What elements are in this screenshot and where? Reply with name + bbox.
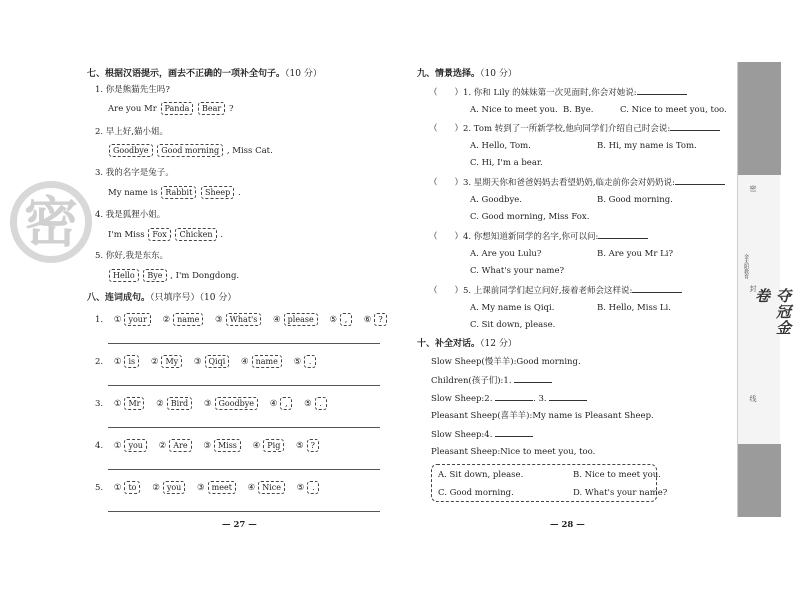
s10-option-a: A. Sit down, please.	[438, 470, 524, 480]
s8-r3-num-5: ⑤	[304, 399, 312, 409]
s8-row-5-num: 5.	[95, 483, 104, 493]
s7-item-4-sentence	[108, 228, 223, 241]
s8-row-1-num: 1.	[95, 315, 104, 325]
s8-r2-word-1: is	[124, 355, 139, 368]
s8-r4-word-2: Are	[169, 439, 191, 452]
s8-r2-num-4: ④	[241, 357, 249, 367]
s8-r1-word-3: What's	[226, 313, 262, 326]
s10-blank-1[interactable]	[514, 374, 552, 383]
s9-q3-text: （ ）3. 星期天你和爸爸妈妈去看望奶奶,临走前你会对奶奶说:	[429, 178, 675, 188]
s8-row-4	[95, 439, 320, 452]
s8-row-1	[95, 313, 388, 326]
s8-r2-word-4: name	[252, 355, 282, 368]
s8-r5-word-5: .	[307, 481, 319, 494]
s10-line-1: Slow Sheep(慢羊羊):Good morning.	[431, 357, 581, 367]
s7-item-3-option-1[interactable]: Rabbit	[161, 186, 196, 199]
section-9-title	[417, 68, 517, 80]
section-8-note: （只填序号）	[150, 293, 200, 303]
s9-q1-text: （ ）1. 你和 Lily 的妹妹第一次见面时,你会对她说:	[429, 88, 637, 98]
brand-logo-text: 夺冠金卷	[753, 288, 792, 336]
s7-item-1-pre: Are you Mr	[108, 104, 157, 114]
s10-line-3-mid: . 3.	[533, 394, 547, 404]
brand-logo-small-text: 金太阳教育	[743, 254, 749, 279]
brand-logo	[743, 250, 792, 350]
s8-r3-word-4: ,	[280, 397, 292, 410]
s7-item-5-option-1[interactable]: Hello	[109, 269, 139, 282]
s8-r1-word-2: name	[173, 313, 203, 326]
s7-item-2-option-2[interactable]: Good morning	[157, 144, 223, 157]
s7-item-4-post: .	[220, 230, 223, 240]
s8-row-4-num: 4.	[95, 441, 104, 451]
s8-r3-num-3: ③	[203, 399, 212, 409]
s10-blank-2[interactable]	[495, 392, 533, 401]
s7-item-2-post: , Miss Cat.	[226, 146, 273, 156]
s8-r3-word-2: Bird	[167, 397, 192, 410]
section-9-score: （10 分）	[480, 69, 517, 79]
s7-item-2-sentence	[108, 144, 273, 157]
s8-r4-num-5: ⑤	[296, 441, 304, 451]
s9-q2-b: B. Hi, my name is Tom.	[597, 141, 697, 151]
s7-item-4-pre: I'm Miss	[108, 230, 145, 240]
s8-row-2-num: 2.	[95, 357, 104, 367]
stamp-character: 密	[24, 191, 78, 254]
s8-r4-word-5: ?	[307, 439, 319, 452]
section-8-title	[87, 292, 236, 304]
s9-q5	[429, 284, 682, 297]
s9-q1-b: B. Bye.	[563, 105, 594, 115]
s8-r5-word-4: Nice	[258, 481, 285, 494]
sidebar-label-2: 封	[749, 285, 757, 292]
s8-r5-num-5: ⑤	[296, 483, 305, 493]
sidebar-top-band	[738, 62, 781, 175]
s10-blank-3[interactable]	[549, 392, 587, 401]
confidential-stamp	[10, 175, 92, 271]
s10-line-2	[431, 374, 552, 387]
s8-row-2-answer-line[interactable]	[108, 385, 380, 386]
s8-r1-num-6: ⑥	[363, 315, 372, 325]
s8-row-3-num: 3.	[95, 399, 104, 409]
s7-item-5-option-2[interactable]: Bye	[143, 269, 166, 282]
s10-line-4: Pleasant Sheep(喜羊羊):My name is Pleasant Sheep.	[431, 411, 654, 421]
s10-line-5-text: Slow Sheep:4.	[431, 430, 493, 440]
s8-r3-num-2: ②	[156, 399, 164, 409]
s8-r1-word-1: your	[124, 313, 150, 326]
s9-q1-c: C. Nice to meet you, too.	[620, 105, 727, 115]
s8-row-5	[95, 481, 320, 494]
s8-r5-num-1: ①	[113, 483, 122, 493]
s9-q2-text: （ ）2. Tom 转到了一所新学校,他向同学们介绍自己时会说:	[429, 124, 671, 134]
s7-item-4-option-1[interactable]: Fox	[148, 228, 170, 241]
page-number-right: — 28 —	[550, 520, 585, 530]
s9-q3-b: B. Good morning.	[597, 195, 673, 205]
sidebar-bottom-band	[738, 444, 781, 517]
s8-r5-num-2: ②	[152, 483, 160, 493]
s9-q3-c: C. Good morning, Miss Fox.	[470, 212, 590, 222]
s10-option-b: B. Nice to meet you.	[573, 470, 661, 480]
s7-item-3-cn: 3. 我的名字是兔子。	[95, 168, 174, 178]
s8-r1-num-3: ③	[215, 315, 223, 325]
s8-r3-word-1: Mr	[124, 397, 144, 410]
s9-q3-blank[interactable]	[675, 176, 725, 185]
s8-r5-word-1: to	[124, 481, 140, 494]
s9-q5-c: C. Sit down, please.	[470, 320, 556, 330]
s9-q3-a: A. Goodbye.	[470, 195, 522, 205]
s8-r1-num-1: ①	[113, 315, 122, 325]
s8-r5-word-2: you	[163, 481, 186, 494]
section-10-title-text: 十、补全对话。	[417, 339, 481, 349]
s8-r4-num-3: ③	[203, 441, 211, 451]
s10-line-2-text: Children(孩子们):1.	[431, 376, 512, 386]
s7-item-2-cn: 2. 早上好,猫小姐。	[95, 127, 169, 137]
s10-line-3	[431, 392, 587, 405]
s8-r4-num-4: ④	[252, 441, 261, 451]
s7-item-1-option-2[interactable]: Bear	[198, 102, 225, 115]
s8-r1-num-2: ②	[162, 315, 171, 325]
section-8-title-text: 八、连词成句。	[87, 293, 151, 303]
s10-line-3-text: Slow Sheep:2.	[431, 394, 493, 404]
s9-q2	[429, 122, 720, 135]
s7-item-3-post: .	[237, 188, 241, 198]
s9-q4	[429, 230, 648, 243]
s7-item-3-option-2[interactable]: Sheep	[201, 186, 234, 199]
s8-r3-word-3: Goodbye	[215, 397, 259, 410]
s9-q5-text: （ ）5. 上课前同学们起立问好,接着老师会这样说:	[429, 286, 633, 296]
s9-q2-a: A. Hello, Tom.	[470, 141, 531, 151]
s9-q4-text: （ ）4. 你想知道新同学的名字,你可以问:	[429, 232, 599, 242]
s10-line-6: Pleasant Sheep:Nice to meet you, too.	[431, 447, 596, 457]
s8-r3-word-5: .	[315, 397, 327, 410]
s9-q2-c: C. Hi, I'm a bear.	[470, 158, 543, 168]
s8-row-3-answer-line[interactable]	[108, 427, 380, 428]
section-9-title-text: 九、情景选择。	[417, 69, 481, 79]
s8-row-3	[95, 397, 328, 410]
s7-item-1-post: ?	[228, 104, 234, 114]
s7-item-1-sentence	[108, 102, 234, 115]
s9-q1	[429, 86, 687, 99]
s8-r2-word-2: My	[161, 355, 182, 368]
s7-item-5-sentence	[108, 269, 239, 282]
s10-option-d: D. What's your name?	[573, 488, 668, 498]
s8-r1-num-5: ⑤	[329, 315, 338, 325]
s9-q4-b: B. Are you Mr Li?	[597, 249, 674, 259]
sidebar-label-3: 线	[749, 395, 757, 402]
s8-r2-num-1: ①	[113, 357, 122, 367]
s8-r1-word-5: ,	[340, 313, 352, 326]
s7-item-3-pre: My name is	[108, 188, 158, 198]
page-number-left: — 27 —	[222, 520, 257, 530]
s8-r5-word-3: meet	[208, 481, 236, 494]
s8-r4-word-3: Miss	[214, 439, 241, 452]
s10-option-c: C. Good morning.	[438, 488, 514, 498]
s9-q4-a: A. Are you Lulu?	[470, 249, 542, 259]
s7-item-4-option-2[interactable]: Chicken	[175, 228, 216, 241]
s7-item-4-cn: 4. 我是狐狸小姐。	[95, 210, 166, 220]
s8-r2-num-5: ⑤	[293, 357, 302, 367]
s8-r1-word-6: ?	[374, 313, 386, 326]
section-7-title	[87, 68, 322, 80]
s9-q4-c: C. What's your name?	[470, 266, 565, 276]
s7-item-1-cn: 1. 你是熊猫先生吗?	[95, 85, 170, 95]
s9-q5-blank[interactable]	[632, 284, 682, 293]
s9-q5-a: A. My name is Qiqi.	[470, 303, 555, 313]
s9-q1-a: A. Nice to meet you.	[470, 105, 558, 115]
s9-q2-blank[interactable]	[670, 122, 720, 131]
s8-r4-word-4: Pig	[263, 439, 284, 452]
s8-r1-num-4: ④	[273, 315, 281, 325]
s8-r2-num-2: ②	[150, 357, 159, 367]
s8-row-4-answer-line[interactable]	[108, 469, 380, 470]
s8-r4-num-2: ②	[158, 441, 167, 451]
s10-line-5	[431, 428, 533, 441]
s8-r3-num-1: ①	[113, 399, 122, 409]
s8-row-1-answer-line[interactable]	[108, 343, 380, 344]
section-10-score: （12 分）	[480, 339, 517, 349]
s9-q5-b: B. Hello, Miss Li.	[597, 303, 671, 313]
sidebar-label-1: 密	[749, 185, 757, 192]
s8-r4-num-1: ①	[113, 441, 122, 451]
s7-item-2-option-1[interactable]: Goodbye	[109, 144, 153, 157]
section-10-title	[417, 338, 517, 350]
s8-r2-num-3: ③	[193, 357, 202, 367]
s9-q4-blank[interactable]	[598, 230, 648, 239]
s9-q3	[429, 176, 725, 189]
section-8-score: （10 分）	[199, 293, 237, 303]
s8-row-2	[95, 355, 317, 368]
s8-r2-word-5: .	[304, 355, 316, 368]
s7-item-1-option-1[interactable]: Panda	[161, 102, 194, 115]
s8-r5-num-3: ③	[197, 483, 205, 493]
s8-row-5-answer-line[interactable]	[108, 511, 380, 512]
s10-blank-4[interactable]	[495, 428, 533, 437]
s8-r3-num-4: ④	[269, 399, 278, 409]
section-7-title-text: 七、根据汉语提示，画去不正确的一项补全句子。	[87, 69, 286, 79]
s7-item-5-cn: 5. 你好,我是东东。	[95, 251, 169, 261]
s8-r1-word-4: please	[284, 313, 318, 326]
s8-r4-word-1: you	[124, 439, 147, 452]
s7-item-5-post: , I'm Dongdong.	[170, 271, 240, 281]
s8-r5-num-4: ④	[247, 483, 256, 493]
section-7-score: （10 分）	[285, 69, 322, 79]
s7-item-3-sentence	[108, 186, 241, 199]
s9-q1-blank[interactable]	[637, 86, 687, 95]
s8-r2-word-3: Qiqi	[205, 355, 230, 368]
